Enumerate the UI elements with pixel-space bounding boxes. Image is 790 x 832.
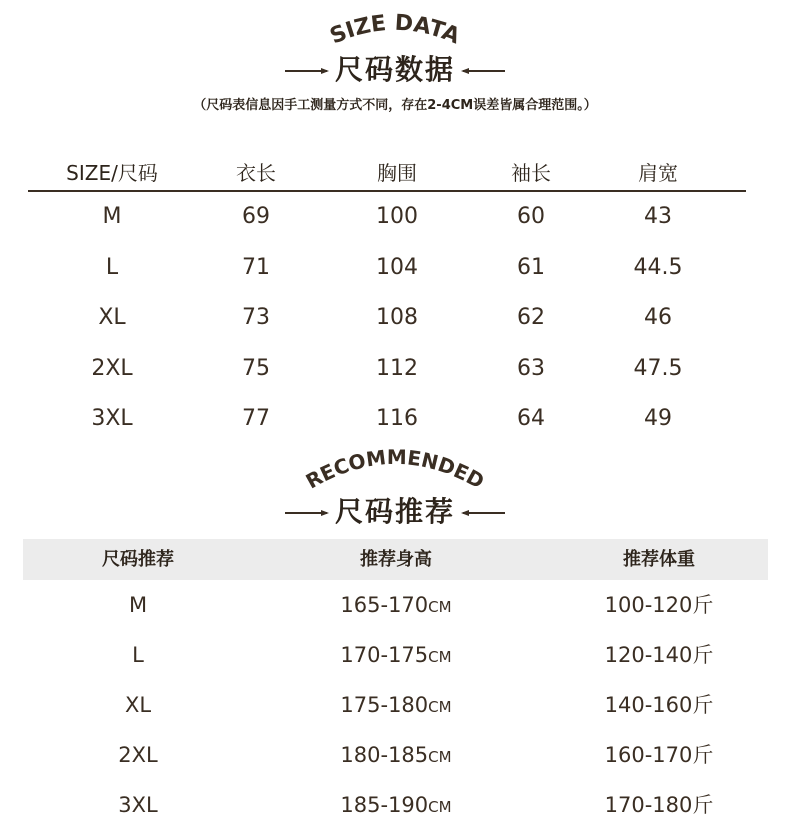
table-row: [28, 243, 746, 294]
cell-height: 170-175CM: [340, 643, 452, 667]
cell-sleeve: 64: [517, 406, 545, 431]
cell-size: 3XL: [91, 406, 133, 431]
recommend-table-header: [23, 539, 768, 580]
title-left-ornament: [285, 70, 327, 72]
cell-length: 71: [242, 254, 270, 280]
cell-weight: 160-170斤: [604, 743, 714, 767]
table-row: [28, 192, 746, 243]
cell-shoulder: 46: [644, 305, 672, 330]
cell-size: XL: [124, 693, 152, 717]
table-row: [28, 394, 746, 445]
cell-size: M: [102, 204, 122, 229]
cell-chest: 116: [376, 406, 418, 431]
cell-size: L: [105, 254, 119, 280]
cell-weight: 140-160斤: [604, 693, 714, 717]
header-recommended-height: 推荐身高: [360, 549, 432, 570]
recommended-arc-text: RECOMMENDED: [301, 444, 489, 490]
recommend-table: [23, 539, 768, 830]
cell-size: 3XL: [118, 793, 158, 817]
cell-length: 75: [242, 355, 270, 381]
cell-sleeve: 61: [517, 254, 545, 280]
size-data-title-text: 尺码数据: [334, 53, 455, 86]
title-right-ornament: [463, 512, 505, 514]
cell-size: 2XL: [118, 743, 158, 767]
cell-size: 2XL: [91, 355, 133, 381]
title-right-ornament: [463, 70, 505, 72]
cell-sleeve: 62: [517, 305, 545, 330]
cell-length: 77: [242, 406, 270, 431]
header-shoulder: 肩宽: [638, 161, 678, 185]
header-size: SIZE/尺码: [66, 161, 158, 185]
cell-shoulder: 44.5: [633, 254, 683, 280]
table-row: [23, 730, 768, 780]
table-row: [23, 680, 768, 730]
measurement-note: （尺码表信息因手工测量方式不同，存在2-4CM误差皆属合理范围。）: [193, 98, 597, 113]
cell-length: 69: [242, 204, 270, 229]
header-chest: 胸围: [377, 161, 417, 185]
recommended-arc-title: [0, 440, 790, 490]
header-sleeve: 袖长: [511, 161, 551, 185]
cell-shoulder: 43: [644, 204, 672, 229]
cell-shoulder: 47.5: [633, 355, 683, 381]
table-row: [28, 344, 746, 395]
cell-shoulder: 49: [644, 406, 672, 431]
size-data-title: [0, 48, 790, 88]
recommend-title: [0, 490, 790, 530]
header-length: 衣长: [236, 161, 276, 185]
cell-sleeve: 63: [517, 355, 545, 381]
cell-weight: 120-140斤: [604, 643, 714, 667]
cell-chest: 104: [376, 254, 418, 280]
size-table: [28, 156, 746, 445]
cell-height: 185-190CM: [340, 793, 452, 817]
cell-height: 180-185CM: [340, 743, 452, 767]
cell-size: M: [128, 593, 148, 617]
cell-chest: 108: [376, 305, 418, 330]
size-table-header: [28, 156, 746, 192]
table-row: [28, 293, 746, 344]
table-row: [23, 630, 768, 680]
table-row: [23, 580, 768, 630]
header-recommended-size: 尺码推荐: [102, 549, 174, 570]
cell-size: XL: [98, 305, 126, 330]
size-data-arc-text: SIZE DATA: [326, 10, 464, 50]
title-left-ornament: [285, 512, 327, 514]
cell-height: 175-180CM: [340, 693, 452, 717]
cell-length: 73: [242, 305, 270, 330]
cell-chest: 100: [376, 204, 418, 229]
recommend-title-text: 尺码推荐: [334, 495, 455, 528]
header-recommended-weight: 推荐体重: [623, 549, 695, 570]
cell-size: L: [132, 643, 144, 667]
cell-chest: 112: [376, 355, 418, 381]
cell-weight: 170-180斤: [604, 793, 714, 817]
cell-height: 165-170CM: [340, 593, 452, 617]
cell-sleeve: 60: [517, 204, 545, 229]
cell-weight: 100-120斤: [604, 593, 714, 617]
table-row: [23, 780, 768, 830]
